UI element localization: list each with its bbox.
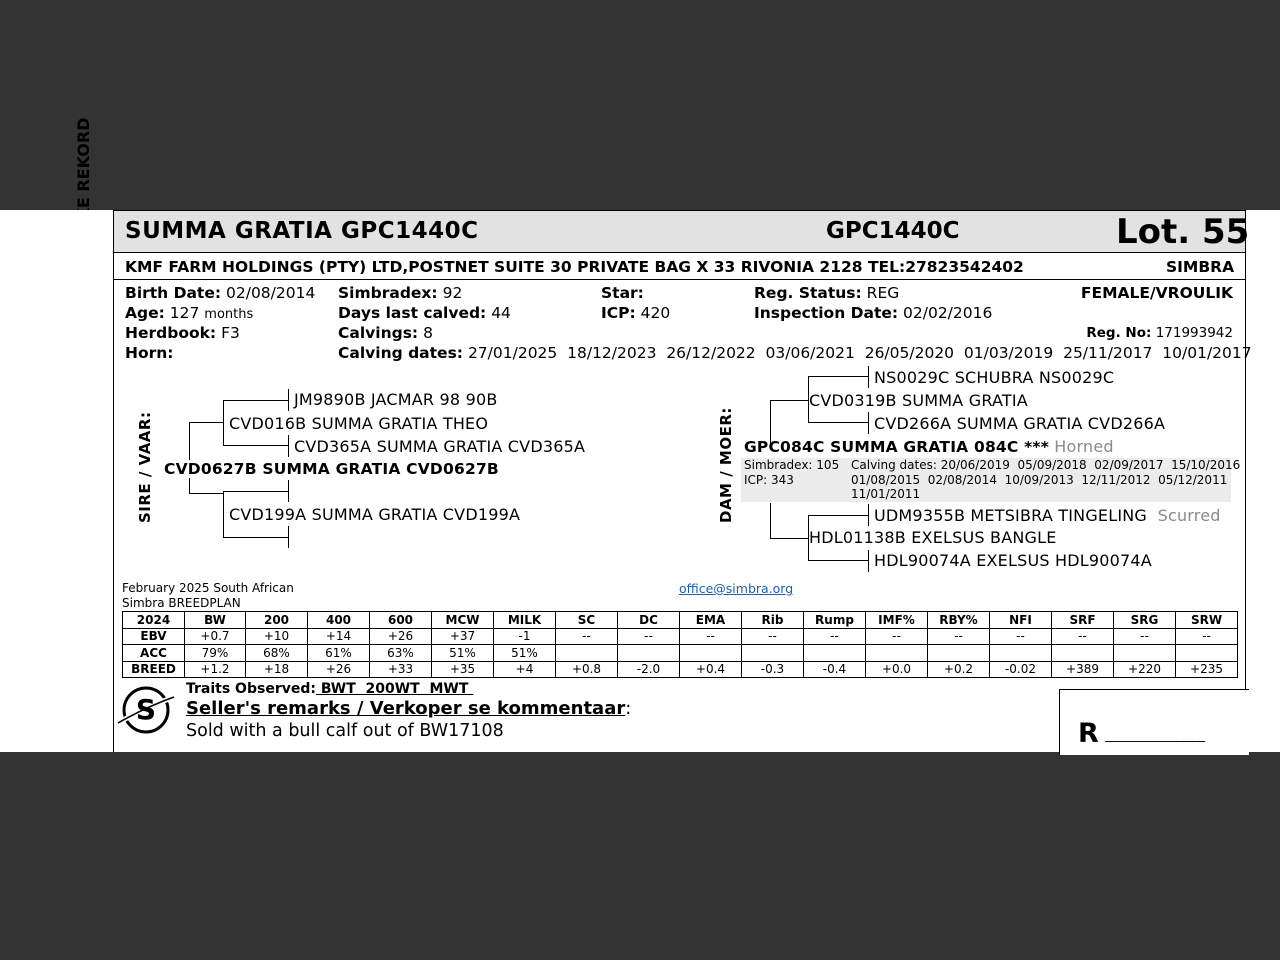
table-cell xyxy=(866,645,928,662)
table-cell xyxy=(680,645,742,662)
table-header: 2024 xyxy=(123,612,185,629)
table-cell: +10 xyxy=(246,628,308,645)
lot-header xyxy=(114,211,1250,253)
remarks-text: Sold with a bull calf out of BW17108 xyxy=(186,721,504,741)
table-header: 200 xyxy=(246,612,308,629)
table-header: DC xyxy=(618,612,680,629)
table-cell: 68% xyxy=(246,645,308,662)
sire-sire: CVD016B SUMMA GRATIA THEO xyxy=(229,414,489,433)
table-header: MCW xyxy=(432,612,494,629)
table-cell: -- xyxy=(990,628,1052,645)
table-cell: -- xyxy=(866,628,928,645)
table-cell xyxy=(1052,645,1114,662)
animal-name: SUMMA GRATIA GPC1440C xyxy=(125,218,479,244)
table-header: SC xyxy=(556,612,618,629)
pedigree-line xyxy=(223,537,288,538)
pedigree-line xyxy=(770,400,808,401)
pedigree-line xyxy=(808,422,868,423)
table-cell xyxy=(1176,645,1238,662)
pedigree-line xyxy=(189,493,223,494)
table-cell: +18 xyxy=(246,661,308,678)
age: Age: 127 months xyxy=(125,304,254,322)
table-header: Rump xyxy=(804,612,866,629)
pedigree-line xyxy=(223,491,224,538)
remarks-heading: Seller's remarks / Verkoper se kommentaar: xyxy=(186,698,632,719)
table-cell: -1 xyxy=(494,628,556,645)
dam-dam-sire: UDM9355B METSIBRA TINGELING Scurred xyxy=(874,506,1221,525)
pedigree-line xyxy=(808,376,868,377)
table-cell: EBV xyxy=(123,628,185,645)
table-row xyxy=(123,661,1238,678)
table-cell: -- xyxy=(928,628,990,645)
table-cell xyxy=(556,645,618,662)
table-cell xyxy=(742,645,804,662)
pedigree-line xyxy=(288,526,289,548)
table-cell: +26 xyxy=(370,628,432,645)
table-cell: -- xyxy=(804,628,866,645)
animal-id: GPC1440C xyxy=(826,218,960,244)
pedigree-line xyxy=(868,366,869,388)
dam-calving-dates: Calving dates: 20/06/2019 05/09/2018 02/09/2017 15/10/2016 xyxy=(851,458,1241,472)
table-cell: -0.3 xyxy=(742,661,804,678)
table-header: SRW xyxy=(1176,612,1238,629)
breedplan-caption-2: Simbra BREEDPLAN xyxy=(122,596,241,610)
inspection-date: Inspection Date: 02/02/2016 xyxy=(754,304,993,322)
pedigree-line xyxy=(808,560,868,561)
reg-status: Reg. Status: REG xyxy=(754,284,900,302)
pedigree-line xyxy=(189,422,223,423)
pedigree-line xyxy=(808,515,868,516)
table-cell xyxy=(804,645,866,662)
days-last-calved: Days last calved: 44 xyxy=(338,304,511,322)
price-box xyxy=(1059,689,1249,755)
table-cell: 51% xyxy=(432,645,494,662)
birth-date: Birth Date: 02/08/2014 xyxy=(125,284,316,302)
pedigree-line xyxy=(288,435,289,457)
table-cell: +26 xyxy=(308,661,370,678)
sire-sire-dam: CVD365A SUMMA GRATIA CVD365A xyxy=(294,437,586,456)
table-cell: 63% xyxy=(370,645,432,662)
table-cell: +220 xyxy=(1114,661,1176,678)
reg-number: Reg. No: 171993942 xyxy=(1086,325,1233,341)
table-cell xyxy=(1114,645,1176,662)
table-header-row xyxy=(123,612,1238,629)
lot-sheet xyxy=(0,210,1280,752)
table-cell: ACC xyxy=(123,645,185,662)
icp: ICP: 420 xyxy=(601,304,671,322)
breed-label: SIMBRA xyxy=(1166,258,1235,276)
table-cell: +35 xyxy=(432,661,494,678)
table-header: SRF xyxy=(1052,612,1114,629)
pedigree-line xyxy=(223,400,288,401)
price-prefix: R xyxy=(1078,718,1099,749)
sex-label: FEMALE/VROULIK xyxy=(1080,284,1233,302)
table-header: NFI xyxy=(990,612,1052,629)
calving-dates: Calving dates: 27/01/2025 18/12/2023 26/12/2022 03/06/2021 26/05/2020 01/03/2019 25/11/2017 10/01/2017 xyxy=(338,344,1252,362)
pedigree-line xyxy=(189,422,190,494)
table-cell: +0.0 xyxy=(866,661,928,678)
table-header: 600 xyxy=(370,612,432,629)
table-cell: 61% xyxy=(308,645,370,662)
pedigree-line xyxy=(223,400,224,446)
dam-icp: ICP: 343 xyxy=(744,473,794,487)
table-cell: +4 xyxy=(494,661,556,678)
sire: CVD0627B SUMMA GRATIA CVD0627B xyxy=(164,460,499,478)
email-link[interactable]: office@simbra.org xyxy=(679,581,794,596)
table-header: EMA xyxy=(680,612,742,629)
sire-sire-sire: JM9890B JACMAR 98 90B xyxy=(294,390,498,409)
dam-sire-sire: NS0029C SCHUBRA NS0029C xyxy=(874,368,1115,387)
table-header: SRG xyxy=(1114,612,1176,629)
table-header: 400 xyxy=(308,612,370,629)
table-cell: -- xyxy=(1176,628,1238,645)
table-cell: +0.4 xyxy=(680,661,742,678)
herdbook: Herdbook: F3 xyxy=(125,324,240,342)
pedigree-line xyxy=(288,480,289,502)
table-cell: +0.8 xyxy=(556,661,618,678)
table-cell: -0.02 xyxy=(990,661,1052,678)
dam: GPC084C SUMMA GRATIA 084C *** Horned xyxy=(744,437,1114,456)
table-cell: -- xyxy=(680,628,742,645)
table-cell: +1.2 xyxy=(185,661,246,678)
table-cell: -- xyxy=(1114,628,1176,645)
dam-sire: CVD0319B SUMMA GRATIA xyxy=(809,391,1028,410)
table-cell xyxy=(990,645,1052,662)
price-blank: __________________ xyxy=(1105,728,1204,743)
table-header: RBY% xyxy=(928,612,990,629)
table-row xyxy=(123,645,1238,662)
dam-dam: HDL01138B EXELSUS BANGLE xyxy=(809,528,1057,547)
table-cell xyxy=(928,645,990,662)
logo-letter: S xyxy=(135,693,157,726)
table-row xyxy=(123,628,1238,645)
dam-calving-dates-2: 01/08/2015 02/08/2014 10/09/2013 12/11/2012 05/12/2011 xyxy=(851,473,1228,487)
dam-simbradex: Simbradex: 105 xyxy=(744,458,840,472)
star: Star: xyxy=(601,284,644,302)
table-cell xyxy=(618,645,680,662)
sire-label: SIRE / VAAR: xyxy=(136,411,154,523)
simbradex: Simbradex: 92 xyxy=(338,284,463,302)
table-cell: +0.7 xyxy=(185,628,246,645)
simbra-logo-icon xyxy=(116,685,176,735)
pedigree-line xyxy=(868,504,869,526)
table-cell: +14 xyxy=(308,628,370,645)
pedigree-line xyxy=(770,538,808,539)
table-header: Rib xyxy=(742,612,804,629)
table-header: BW xyxy=(185,612,246,629)
pedigree-line xyxy=(868,412,869,434)
dam-sire-dam: CVD266A SUMMA GRATIA CVD266A xyxy=(874,414,1166,433)
table-cell: 79% xyxy=(185,645,246,662)
traits-observed: Traits Observed: BWT 200WT MWT xyxy=(186,681,474,697)
table-header: MILK xyxy=(494,612,556,629)
table-cell: -2.0 xyxy=(618,661,680,678)
breedplan-table xyxy=(122,611,1238,678)
dam-dam-dam: HDL90074A EXELSUS HDL90074A xyxy=(874,551,1152,570)
dam-label: DAM / MOER: xyxy=(717,407,735,523)
sire-dam: CVD199A SUMMA GRATIA CVD199A xyxy=(229,505,521,524)
table-cell: +37 xyxy=(432,628,494,645)
table-cell: -- xyxy=(742,628,804,645)
table-header: IMF% xyxy=(866,612,928,629)
owner-text: KMF FARM HOLDINGS (PTY) LTD,POSTNET SUITE 30 PRIVATE BAG X 33 RIVONIA 2128 TEL:27823542402 xyxy=(125,258,1024,276)
table-cell: 51% xyxy=(494,645,556,662)
calvings: Calvings: 8 xyxy=(338,324,433,342)
breedplan-caption: February 2025 South African xyxy=(122,581,294,595)
table-cell: -- xyxy=(618,628,680,645)
table-cell: BREED xyxy=(123,661,185,678)
pedigree-line xyxy=(223,445,288,446)
pedigree-line xyxy=(288,389,289,411)
table-cell: -0.4 xyxy=(804,661,866,678)
table-cell: -- xyxy=(1052,628,1114,645)
table-cell: +235 xyxy=(1176,661,1238,678)
table-cell: +389 xyxy=(1052,661,1114,678)
table-cell: -- xyxy=(556,628,618,645)
dam-calving-dates-3: 11/01/2011 xyxy=(851,487,921,501)
pedigree-line xyxy=(223,491,288,492)
pedigree-line xyxy=(868,550,869,572)
lot-number: Lot. 55 xyxy=(1116,212,1250,252)
lot-card xyxy=(113,210,1252,752)
horn: Horn: xyxy=(125,344,174,362)
owner-row xyxy=(114,253,1245,280)
pedigree-line xyxy=(770,503,771,539)
table-cell: +33 xyxy=(370,661,432,678)
table-cell: +0.2 xyxy=(928,661,990,678)
